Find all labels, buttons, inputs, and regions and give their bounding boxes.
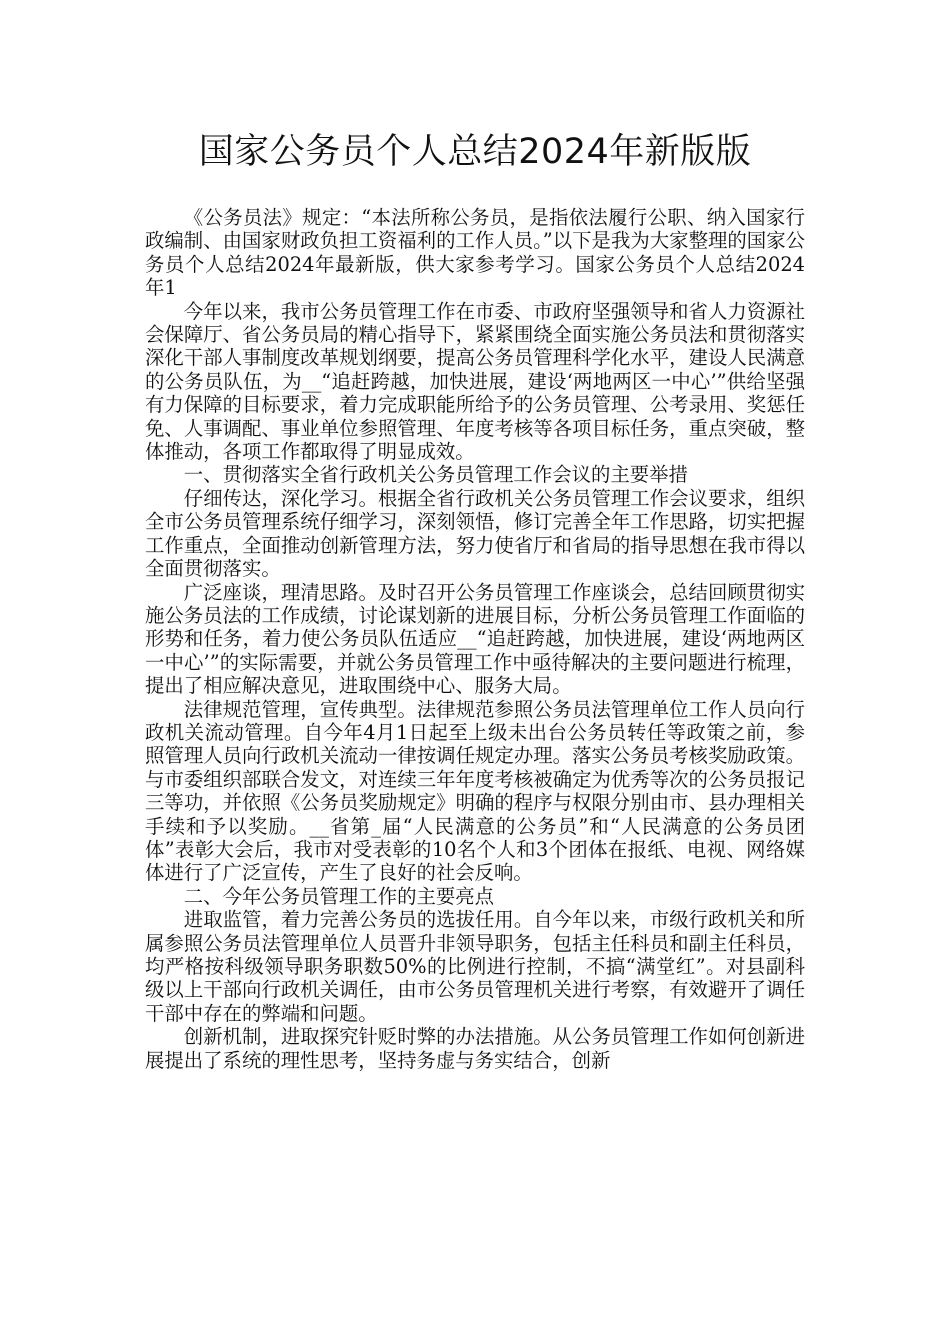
paragraph-supervision: 进取监管，着力完善公务员的选拔任用。自今年以来，市级行政机关和所属参照公务员法管理单位人员晋升非领导职务，包括主任科员和副主任科员，均严格按科级领导职务职数50%的比例进行控制，不搞“满堂红”。对县副科级以上干部向行政机关调任，由市公务员管理机关进行考察，有效避开了调任干部中存在的弊端和问题。 [145,908,805,1025]
paragraph-study: 仔细传达，深化学习。根据全省行政机关公务员管理工作会议要求，组织全市公务员管理系统仔细学习，深刻领悟，修订完善全年工作思路，切实把握工作重点，全面推动创新管理方法，努力使省厅和省局的指导思想在我市得以全面贯彻落实。 [145,486,805,581]
document-title: 国家公务员个人总结2024年新版版 [198,132,752,172]
section-heading-1: 一、贯彻落实全省行政机关公务员管理工作会议的主要举措 [183,463,688,487]
paragraph-innovation: 创新机制，进取探究针贬时弊的办法措施。从公务员管理工作如何创新进展提出了系统的理性思考，坚持务虚与务实结合，创新 [145,1025,805,1072]
paragraph-intro: 《公务员法》规定：“本法所称公务员，是指依法履行公职、纳入国家行政编制、由国家财政负担工资福利的工作人员。”以下是我为大家整理的国家公务员个人总结2024年最新版，供大家参考学习。国家公务员个人总结2024年1 [145,206,805,300]
paragraph-legal: 法律规范管理，宣传典型。法律规范参照公务员法管理单位工作人员向行政机关流动管理。自今年4月1日起至上级未出台公务员转任等政策之前，参照管理人员向行政机关流动一律按调任规定办理。落实公务员考核奖励政策。与市委组织部联合发文，对连续三年年度考核被确定为优秀等次的公务员报记三等功，并依照《公务员奖励规定》明确的程序与权限分别由市、县办理相关手续和予以奖励。__省第_届“人民满意的公务员”和“人民满意的公务员团体”表彰大会后，我市对受表彰的10名个人和3个团体在报纸、电视、网络媒体进行了广泛宣传，产生了良好的社会反响。 [145,697,805,885]
document-page [145,122,805,1072]
paragraph-forum: 广泛座谈，理清思路。及时召开公务员管理工作座谈会，总结回顾贯彻实施公务员法的工作成绩，讨论谋划新的进展目标，分析公务员管理工作面临的形势和任务，着力使公务员队伍适应__“追赶跨越，加快进展，建设‘两地两区一中心’”的实际需要，并就公务员管理工作中亟待解决的主要问题进行梳理，提出了相应解决意见，进取围绕中心、服务大局。 [145,580,805,698]
paragraph-overview: 今年以来，我市公务员管理工作在市委、市政府坚强领导和省人力资源社会保障厅、省公务员局的精心指导下，紧紧围绕全面实施公务员法和贯彻落实深化干部人事制度改革规划纲要，提高公务员管理科学化水平，建设人民满意的公务员队伍，为__“追赶跨越，加快进展，建设‘两地两区一中心’”供给坚强有力保障的目标要求，着力完成职能所给予的公务员管理、公考录用、奖惩任免、人事调配、事业单位参照管理、年度考核等各项目标任务，重点突破，整体推动，各项工作都取得了明显成效。 [145,299,805,464]
section-heading-2: 二、今年公务员管理工作的主要亮点 [183,884,495,908]
